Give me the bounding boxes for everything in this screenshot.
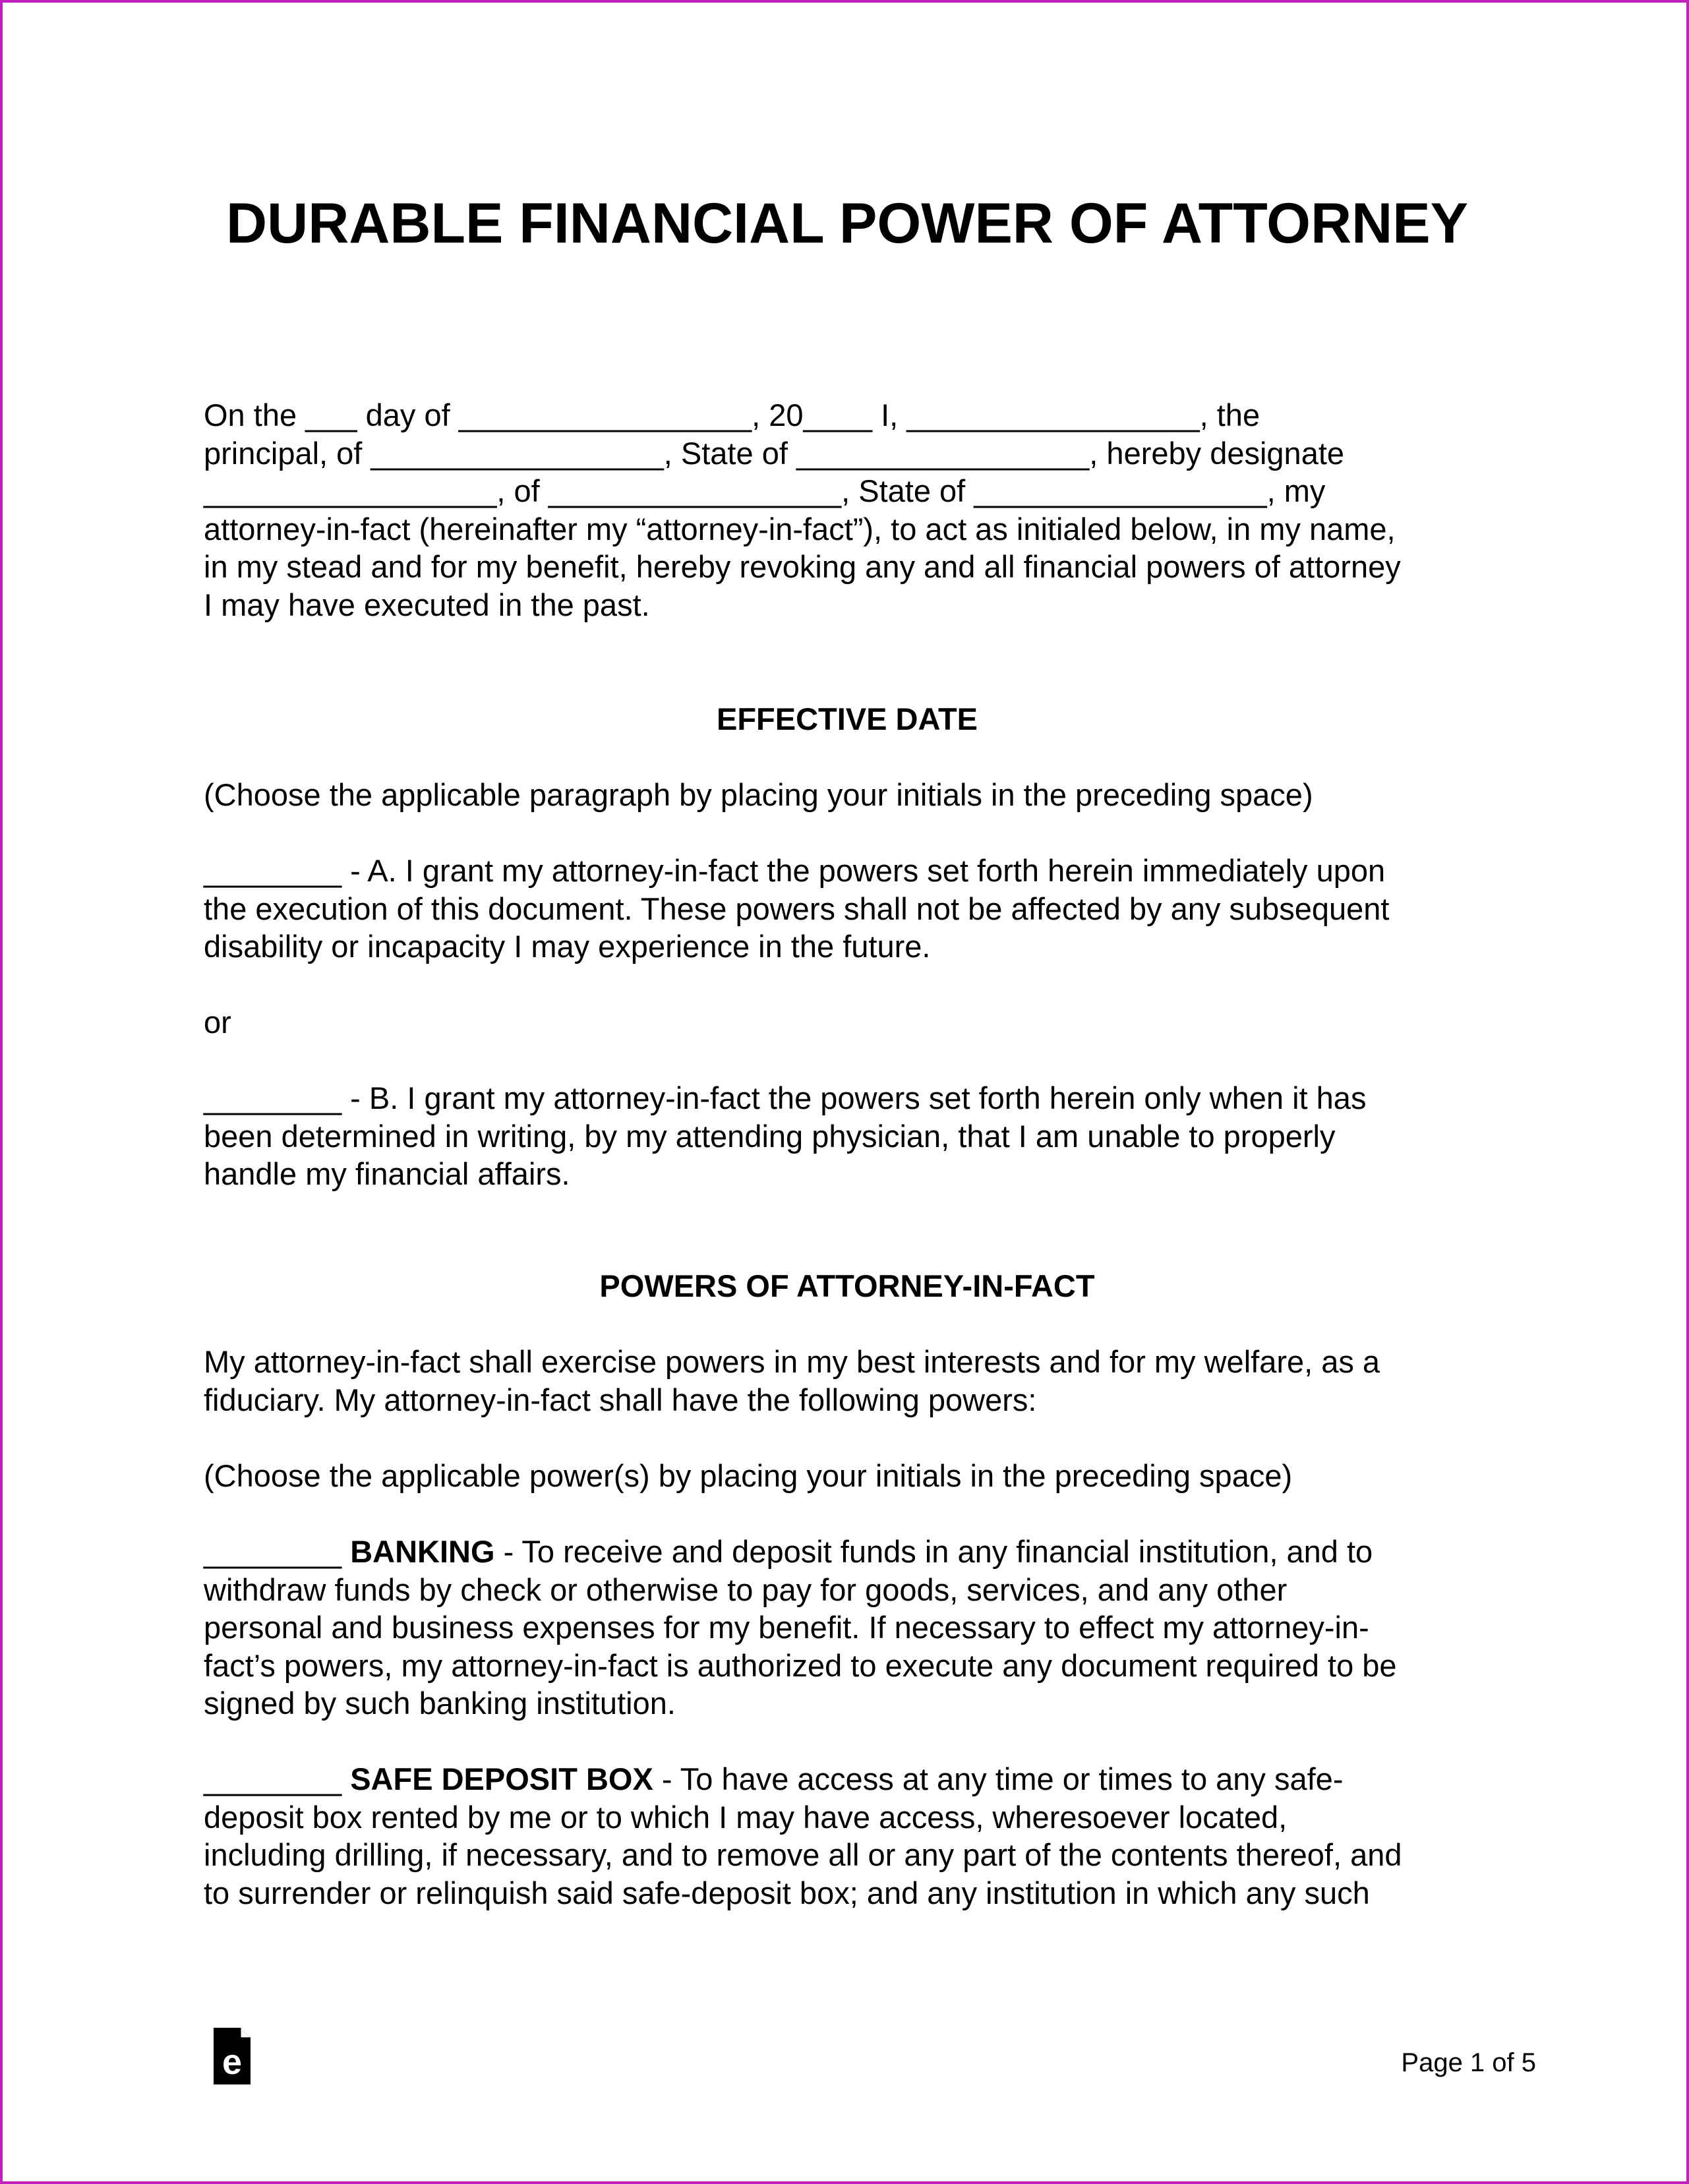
safe-deposit-initials-blank: ________ bbox=[204, 1761, 342, 1796]
intro-line: I may have executed in the past. bbox=[204, 587, 650, 622]
option-b-line: been determined in writing, by my attending physician, that I am unable to properly bbox=[204, 1118, 1336, 1154]
powers-instruction bbox=[204, 1457, 1496, 1495]
safe-deposit-first-line bbox=[204, 1760, 1496, 1798]
safe-deposit-paragraph bbox=[204, 1760, 1496, 1912]
safe-deposit-line: including drilling, if necessary, and to remove all or any part of the contents thereof, and bbox=[204, 1837, 1402, 1872]
intro-line: _________________, of _________________, State of _________________, my bbox=[204, 473, 1326, 508]
svg-text:e: e bbox=[222, 2042, 243, 2082]
option-a-line: disability or incapacity I may experience in the future. bbox=[204, 929, 931, 964]
option-b-line: ________ - B. I grant my attorney-in-fact the powers set forth herein only when it has bbox=[204, 1080, 1367, 1115]
option-a-line: the execution of this document. These powers shall not be affected by any subsequent bbox=[204, 891, 1390, 926]
instruction-line: (Choose the applicable paragraph by placing your initials in the preceding space) bbox=[204, 777, 1313, 812]
safe-deposit-line: to surrender or relinquish said safe-deposit box; and any institution in which any such bbox=[204, 1875, 1370, 1910]
powers-intro-paragraph bbox=[204, 1343, 1496, 1419]
intro-line: attorney-in-fact (hereinafter my “attorney-in-fact”), to act as initialed below, in my name, bbox=[204, 511, 1396, 546]
safe-deposit-first-line-text: - To have access at any time or times to any safe- bbox=[653, 1761, 1344, 1796]
effective-date-instruction bbox=[204, 776, 1496, 814]
banking-label: BANKING bbox=[350, 1534, 495, 1569]
powers-intro-line: My attorney-in-fact shall exercise powers in my best interests and for my welfare, as a bbox=[204, 1344, 1380, 1379]
or-line: or bbox=[204, 1005, 231, 1040]
powers-intro-line: fiduciary. My attorney-in-fact shall have the following powers: bbox=[204, 1382, 1037, 1417]
banking-line: fact’s powers, my attorney-in-fact is authorized to execute any document required to be bbox=[204, 1647, 1397, 1683]
banking-first-line bbox=[204, 1533, 1496, 1571]
option-a-paragraph bbox=[204, 852, 1496, 966]
intro-line: On the ___ day of _________________, 20____ I, _________________, the bbox=[204, 398, 1260, 432]
instruction-line: (Choose the applicable power(s) by placing your initials in the preceding space) bbox=[204, 1458, 1293, 1493]
option-b-line: handle my financial affairs. bbox=[204, 1156, 570, 1191]
page-number: Page 1 of 5 bbox=[1401, 2048, 1536, 2077]
safe-deposit-line: deposit box rented by me or to which I may have access, wheresoever located, bbox=[204, 1799, 1288, 1835]
banking-line: signed by such banking institution. bbox=[204, 1686, 676, 1721]
banking-line: withdraw funds by check or otherwise to pay for goods, services, and any other bbox=[204, 1572, 1288, 1607]
intro-paragraph bbox=[204, 396, 1496, 624]
safe-deposit-label: SAFE DEPOSIT BOX bbox=[350, 1761, 653, 1796]
intro-line: in my stead and for my benefit, hereby revoking any and all financial powers of attorney bbox=[204, 549, 1401, 584]
option-b-paragraph bbox=[204, 1079, 1496, 1193]
or-text bbox=[204, 1003, 1496, 1042]
intro-line: principal, of _________________, State of _________________, hereby designate bbox=[204, 435, 1345, 471]
banking-line: personal and business expenses for my benefit. If necessary to effect my attorney-in- bbox=[204, 1610, 1369, 1645]
banking-first-line-text: - To receive and deposit funds in any financial institution, and to bbox=[494, 1534, 1373, 1569]
banking-paragraph bbox=[204, 1533, 1496, 1723]
option-a-line: ________ - A. I grant my attorney-in-fact the powers set forth herein immediately upon bbox=[204, 853, 1386, 888]
document-title: DURABLE FINANCIAL POWER OF ATTORNEY bbox=[225, 192, 1469, 255]
banking-initials-blank: ________ bbox=[204, 1534, 342, 1569]
eforms-logo-icon bbox=[212, 2026, 252, 2086]
powers-heading: POWERS OF ATTORNEY-IN-FACT bbox=[599, 1268, 1095, 1303]
effective-date-heading: EFFECTIVE DATE bbox=[716, 701, 978, 736]
